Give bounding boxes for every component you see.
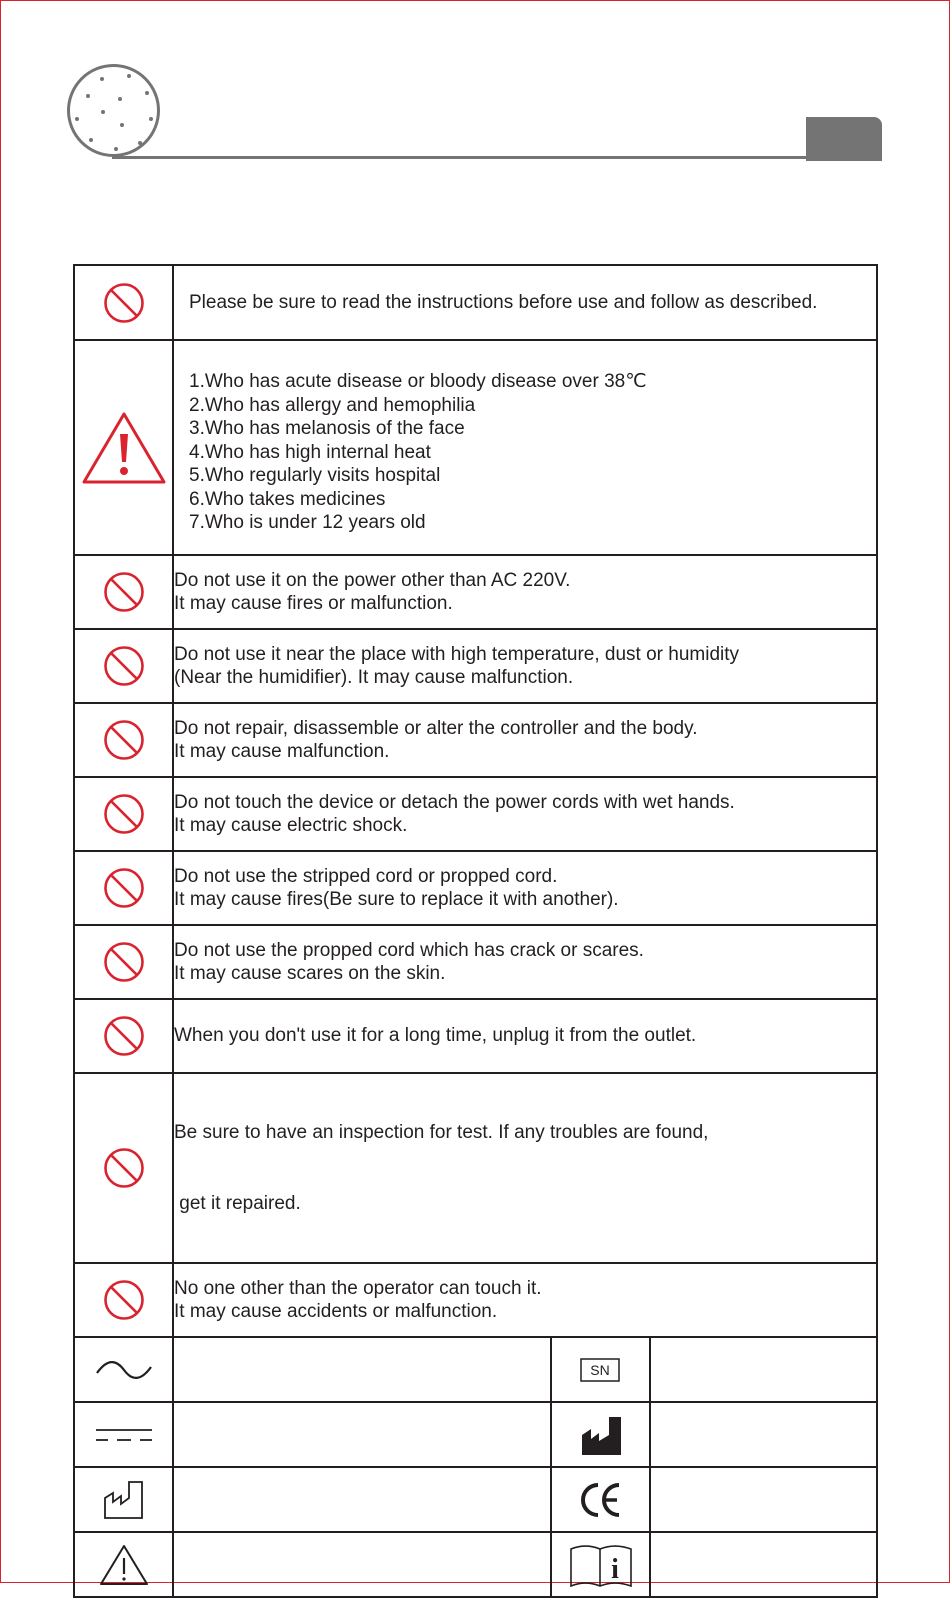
warning-line: Do not use it on the power other than AC 220V. bbox=[174, 569, 571, 591]
header-page-tab bbox=[806, 117, 882, 161]
icon-cell bbox=[74, 340, 173, 555]
warning-row bbox=[74, 999, 877, 1073]
icon-cell bbox=[74, 1402, 173, 1467]
warning-text bbox=[173, 1073, 877, 1263]
serial-number-icon bbox=[579, 1356, 623, 1384]
warning-line: Do not use the propped cord which has crack or scares. bbox=[174, 939, 644, 961]
icon-cell bbox=[74, 925, 173, 999]
warning-row bbox=[74, 777, 877, 851]
warning-row bbox=[74, 1263, 877, 1337]
contraindication-item: 2.Who has allergy and hemophilia bbox=[189, 394, 476, 416]
warning-line: It may cause accidents or malfunction. bbox=[174, 1301, 498, 1322]
icon-cell bbox=[74, 1073, 173, 1263]
warning-line: It may cause electric shock. bbox=[174, 815, 408, 836]
warning-line: Do not repair, disassemble or alter the controller and the body. bbox=[174, 717, 698, 739]
warning-row bbox=[74, 1073, 877, 1263]
symbol-description-cell bbox=[650, 1532, 877, 1597]
icon-cell bbox=[74, 777, 173, 851]
warning-row bbox=[74, 703, 877, 777]
warning-line: (Near the humidifier). It may cause malfunction. bbox=[174, 667, 574, 688]
icon-cell bbox=[74, 555, 173, 629]
warning-text bbox=[173, 265, 877, 340]
symbol-description-cell bbox=[650, 1402, 877, 1467]
header-rule bbox=[112, 156, 874, 159]
warning-line: It may cause fires or malfunction. bbox=[174, 593, 453, 614]
warning-row bbox=[74, 925, 877, 999]
contraindication-item: 5.Who regularly visits hospital bbox=[189, 465, 441, 487]
symbol-row bbox=[74, 1532, 877, 1597]
prohibition-icon bbox=[102, 866, 146, 910]
caution-icon bbox=[98, 1543, 150, 1587]
symbol-description-cell bbox=[173, 1337, 551, 1402]
warning-line: Do not use the stripped cord or propped cord. bbox=[174, 865, 558, 887]
icon-cell bbox=[551, 1467, 650, 1532]
warning-text bbox=[173, 703, 877, 777]
warning-triangle-icon bbox=[80, 410, 168, 486]
prohibition-icon bbox=[102, 281, 146, 325]
symbol-description-cell bbox=[173, 1402, 551, 1467]
warning-line: It may cause malfunction. bbox=[174, 741, 390, 762]
symbol-description-cell bbox=[650, 1337, 877, 1402]
contraindication-item: 1.Who has acute disease or bloody disease over 38℃ bbox=[189, 371, 647, 393]
consult-instructions-icon bbox=[568, 1541, 634, 1589]
icon-cell bbox=[74, 265, 173, 340]
serial-number-label: SN bbox=[589, 1361, 610, 1378]
prohibition-icon bbox=[102, 792, 146, 836]
warning-text bbox=[173, 777, 877, 851]
symbol-description-cell bbox=[173, 1467, 551, 1532]
prohibition-icon bbox=[102, 940, 146, 984]
warning-text bbox=[173, 999, 877, 1073]
icon-cell bbox=[74, 851, 173, 925]
icon-cell bbox=[74, 1263, 173, 1337]
safety-table bbox=[73, 264, 878, 1598]
icon-cell bbox=[74, 1467, 173, 1532]
symbol-row bbox=[74, 1337, 877, 1402]
warning-line: Do not touch the device or detach the power cords with wet hands. bbox=[174, 791, 735, 813]
warning-row bbox=[74, 340, 877, 555]
icon-cell bbox=[551, 1532, 650, 1597]
icon-cell bbox=[74, 1337, 173, 1402]
warning-text bbox=[173, 925, 877, 999]
warning-line: No one other than the operator can touch it. bbox=[174, 1277, 542, 1299]
warning-text bbox=[173, 851, 877, 925]
warning-row bbox=[74, 851, 877, 925]
prohibition-icon bbox=[102, 1014, 146, 1058]
warning-line: It may cause fires(Be sure to replace it with another). bbox=[174, 889, 619, 910]
prohibition-icon bbox=[102, 718, 146, 762]
icon-cell bbox=[551, 1402, 650, 1467]
icon-cell bbox=[74, 629, 173, 703]
symbol-description-cell bbox=[650, 1467, 877, 1532]
manufacturer-icon bbox=[579, 1413, 623, 1457]
alternating-current-icon bbox=[94, 1358, 154, 1382]
warning-line: It may cause scares on the skin. bbox=[174, 963, 446, 984]
symbol-description-cell bbox=[173, 1532, 551, 1597]
contraindication-item: 7.Who is under 12 years old bbox=[189, 512, 426, 534]
info-letter: i bbox=[610, 1553, 619, 1585]
contraindications-list bbox=[173, 340, 877, 555]
header-dotted-circle-icon bbox=[67, 64, 160, 157]
symbol-row bbox=[74, 1467, 877, 1532]
warning-row bbox=[74, 629, 877, 703]
icon-cell bbox=[551, 1337, 650, 1402]
direct-current-icon bbox=[94, 1425, 154, 1445]
contraindication-item: 3.Who has melanosis of the face bbox=[189, 418, 465, 440]
prohibition-icon bbox=[102, 1146, 146, 1190]
symbol-row bbox=[74, 1402, 877, 1467]
warning-line: When you don't use it for a long time, unplug it from the outlet. bbox=[174, 1025, 697, 1047]
warning-row bbox=[74, 265, 877, 340]
prohibition-icon bbox=[102, 644, 146, 688]
warning-line: Be sure to have an inspection for test. If any troubles are found, bbox=[174, 1122, 709, 1143]
warning-line: Please be sure to read the instructions before use and follow as described. bbox=[189, 291, 818, 313]
warning-row bbox=[74, 555, 877, 629]
warning-line: Do not use it near the place with high temperature, dust or humidity bbox=[174, 643, 740, 665]
contraindication-item: 4.Who has high internal heat bbox=[189, 441, 431, 463]
ce-mark-icon bbox=[579, 1480, 623, 1520]
contraindication-item: 6.Who takes medicines bbox=[189, 488, 386, 510]
prohibition-icon bbox=[102, 1278, 146, 1322]
warning-text bbox=[173, 629, 877, 703]
icon-cell bbox=[74, 703, 173, 777]
warning-text bbox=[173, 1263, 877, 1337]
date-of-manufacture-icon bbox=[102, 1478, 146, 1522]
warning-line: get it repaired. bbox=[174, 1192, 301, 1214]
icon-cell bbox=[74, 999, 173, 1073]
warning-text bbox=[173, 555, 877, 629]
icon-cell bbox=[74, 1532, 173, 1597]
prohibition-icon bbox=[102, 570, 146, 614]
